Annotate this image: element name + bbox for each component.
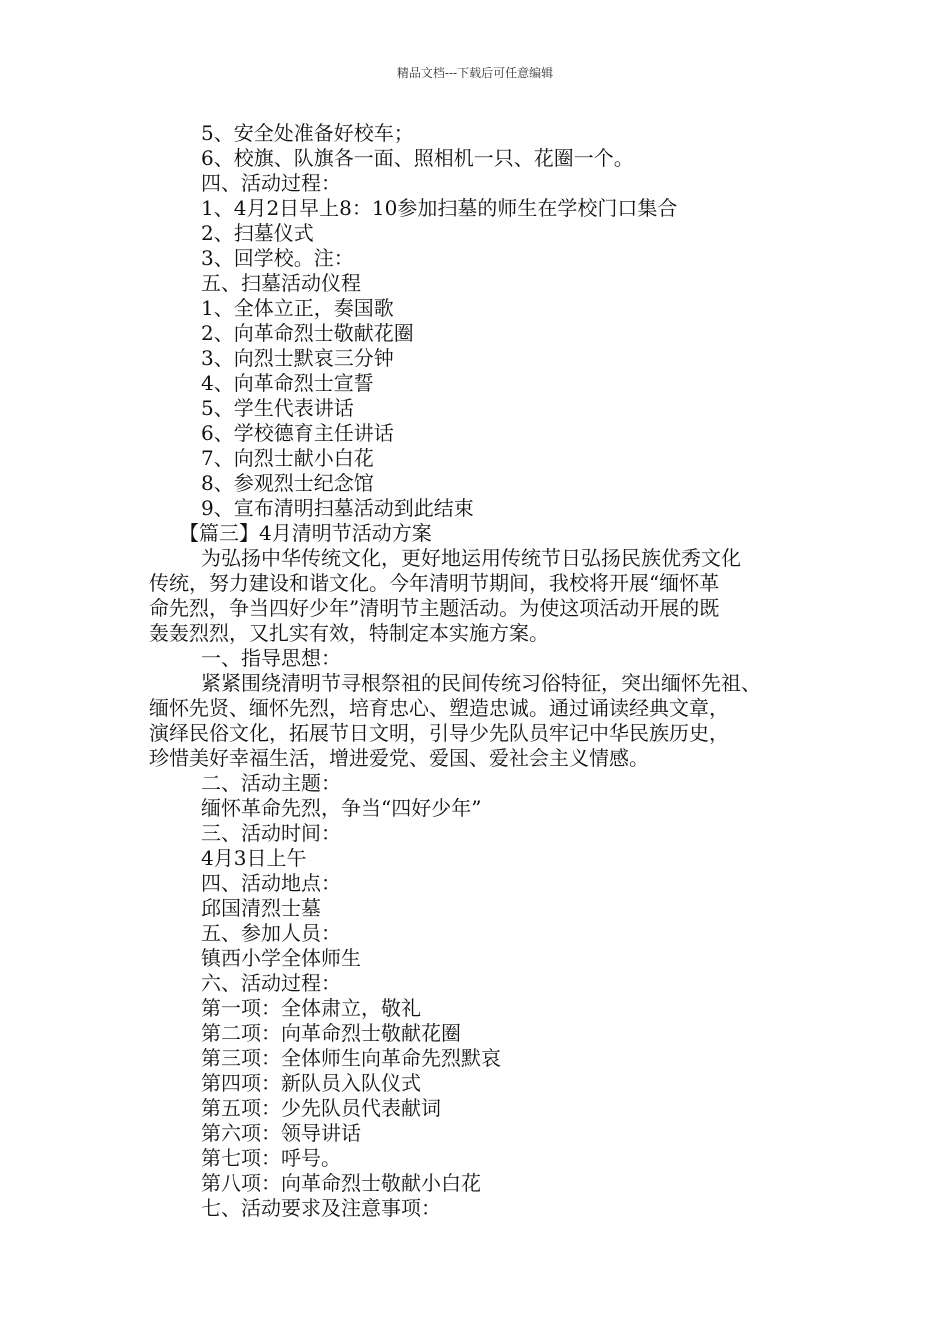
section-heading: 三、活动时间： [201,821,341,845]
list-item: 9、宣布清明扫墓活动到此结束 [201,496,474,520]
text-line: 镇西小学全体师生 [201,946,361,970]
paragraph-line: 紧紧围绕清明节寻根祭祖的民间传统习俗特征，突出缅怀先祖、 [201,671,761,695]
section-heading: 五、参加人员： [201,921,341,945]
paragraph-line: 珍惜美好幸福生活，增进爱党、爱国、爱社会主义情感。 [149,746,649,770]
list-item: 第一项：全体肃立，敬礼 [201,996,421,1020]
section-heading: 四、活动地点： [201,871,341,895]
text-line: 2、扫墓仪式 [201,221,314,245]
list-item: 4、向革命烈士宣誓 [201,371,374,395]
list-item: 第七项：呼号。 [201,1146,341,1170]
text-line: 5、安全处准备好校车； [201,121,414,145]
paragraph-line: 缅怀先贤、缅怀先烈，培育忠心、塑造忠诚。通过诵读经典文章， [149,696,729,720]
list-item: 第四项：新队员入队仪式 [201,1071,421,1095]
section-heading: 一、指导思想： [201,646,341,670]
list-item: 8、参观烈士纪念馆 [201,471,374,495]
text-line: 缅怀革命先烈，争当“四好少年” [201,796,482,820]
section-heading: 五、扫墓活动仪程 [201,271,361,295]
page-header: 精品文档---下载后可任意编辑 [396,66,554,80]
list-item: 第八项：向革命烈士敬献小白花 [201,1171,481,1195]
paragraph-line: 轰轰烈烈，又扎实有效，特制定本实施方案。 [149,621,549,645]
list-item: 第三项：全体师生向革命先烈默哀 [201,1046,501,1070]
text-line: 3、回学校。注： [201,246,354,270]
section-heading: 七、活动要求及注意事项： [201,1196,441,1220]
list-item: 3、向烈士默哀三分钟 [201,346,394,370]
section-heading: 六、活动过程： [201,971,341,995]
text-line: 1、4月2日早上8：10参加扫墓的师生在学校门口集合 [201,196,678,220]
list-item: 6、学校德育主任讲话 [201,421,394,445]
section-heading: 二、活动主题： [201,771,341,795]
list-item: 第二项：向革命烈士敬献花圈 [201,1021,461,1045]
chapter-title: 【篇三】4月清明节活动方案 [179,521,432,545]
list-item: 第五项：少先队员代表献词 [201,1096,441,1120]
list-item: 第六项：领导讲话 [201,1121,361,1145]
paragraph-line: 命先烈，争当四好少年”清明节主题活动。为使这项活动开展的既 [149,596,720,620]
paragraph-line: 演绎民俗文化，拓展节日文明，引导少先队员牢记中华民族历史， [149,721,729,745]
list-item: 2、向革命烈士敬献花圈 [201,321,414,345]
text-line: 4月3日上午 [201,846,307,870]
text-line: 6、校旗、队旗各一面、照相机一只、花圈一个。 [201,146,634,170]
paragraph-line: 为弘扬中华传统文化，更好地运用传统节日弘扬民族优秀文化 [201,546,741,570]
text-line: 邱国清烈士墓 [201,896,321,920]
paragraph-line: 传统，努力建设和谐文化。今年清明节期间，我校将开展“缅怀革 [149,571,720,595]
section-heading: 四、活动过程： [201,171,341,195]
list-item: 7、向烈士献小白花 [201,446,374,470]
list-item: 1、全体立正，奏国歌 [201,296,394,320]
document-body [149,121,829,1221]
list-item: 5、学生代表讲话 [201,396,354,420]
